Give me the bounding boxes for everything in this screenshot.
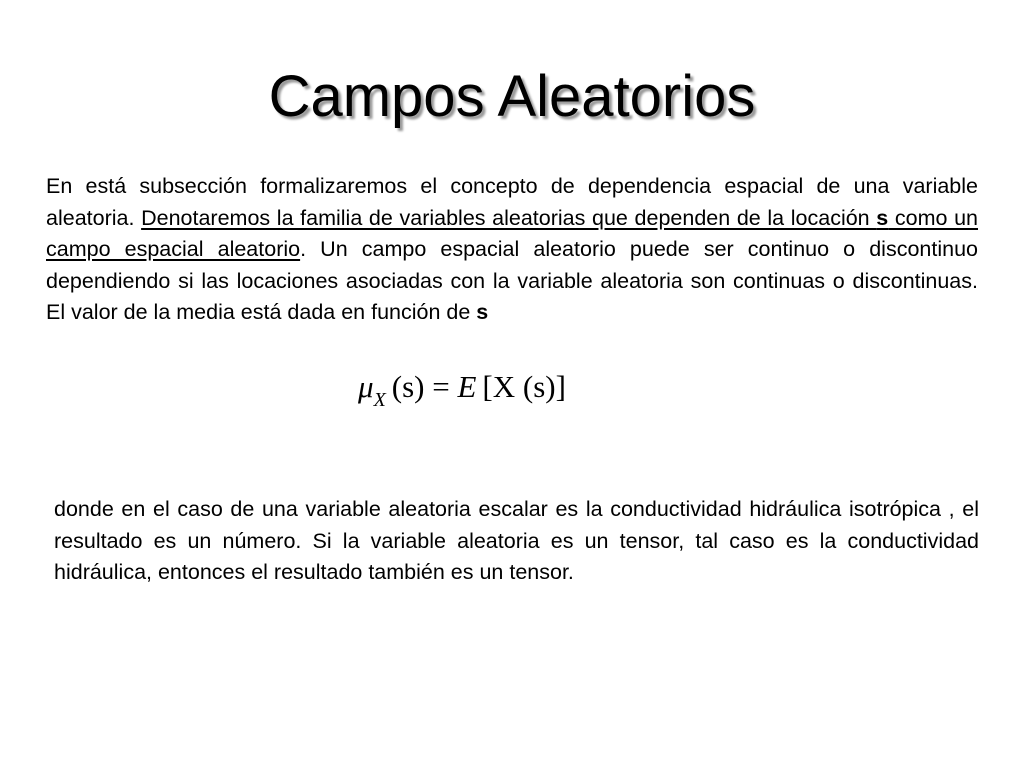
formula-equals: = — [432, 369, 450, 404]
paragraph-definition — [46, 171, 978, 329]
paragraph-definition-text-a: En está subsección formalizaremos el concepto de dependencia espacial de una variable aleatoria. — [46, 174, 978, 230]
slide-title: Campos Aleatorios — [268, 64, 756, 129]
mean-formula — [358, 362, 648, 412]
paragraph-definition-text-b: . Un campo espacial aleatorio puede ser continuo o discontinuo dependiendo si las locaciones asociadas con la variable aleatoria son continuas o discontinuas. El valor de la media está dada en función de — [46, 237, 978, 324]
formula-expectation: E — [457, 369, 477, 404]
formula-subscript: X — [373, 389, 386, 411]
formula-rhs: [X (s)] — [482, 369, 566, 404]
formula-argument: (s) — [391, 369, 425, 404]
bold-s: s — [476, 300, 489, 324]
paragraph-explanation: donde en el caso de una variable aleatoria escalar es la conductividad hidráulica isotrópica , el resultado es un número. Si la variable aleatoria es un tensor, tal caso es la conductividad hidráulica, entonces el resultado también es un tensor. — [54, 497, 979, 584]
underlined-phrase-part1: Denotaremos la familia de variables aleatorias que dependen de la locación — [141, 205, 877, 230]
formula-mu: μ — [358, 369, 374, 404]
underlined-phrase-part2: como un campo espacial aleatorio — [46, 205, 979, 261]
location-variable-s: s — [876, 205, 889, 230]
